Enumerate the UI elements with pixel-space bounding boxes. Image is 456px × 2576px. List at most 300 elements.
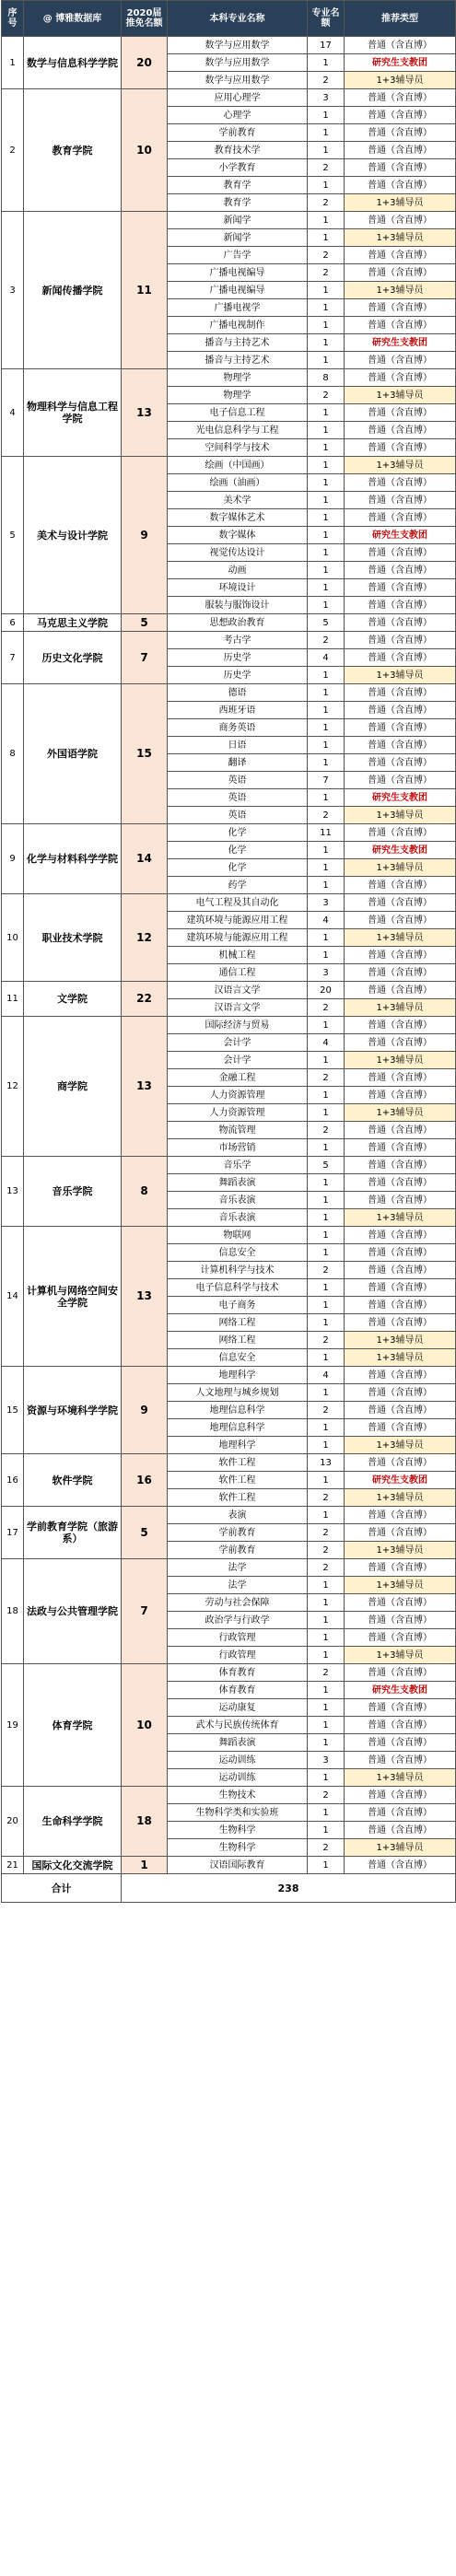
recommend-type: 普通（含直博） bbox=[345, 1752, 456, 1769]
recommend-type: 1+3辅导员 bbox=[345, 1349, 456, 1367]
major-count: 2 bbox=[308, 1542, 345, 1559]
recommend-type: 普通（含直博） bbox=[345, 877, 456, 894]
recommend-type: 普通（含直博） bbox=[345, 1454, 456, 1472]
major-name: 软件工程 bbox=[168, 1472, 308, 1489]
major-name: 新闻学 bbox=[168, 212, 308, 229]
major-count: 20 bbox=[308, 982, 345, 999]
major-count: 1 bbox=[308, 1139, 345, 1157]
major-count: 5 bbox=[308, 1157, 345, 1174]
recommend-type: 普通（含直博） bbox=[345, 632, 456, 649]
recommend-type: 普通（含直博） bbox=[345, 1069, 456, 1087]
major-count: 1 bbox=[308, 317, 345, 334]
recommend-type: 1+3辅导员 bbox=[345, 1542, 456, 1559]
recommend-type: 普通（含直博） bbox=[345, 212, 456, 229]
major-name: 舞蹈表演 bbox=[168, 1734, 308, 1752]
major-count: 1 bbox=[308, 1507, 345, 1524]
recommend-type: 普通（含直博） bbox=[345, 1664, 456, 1682]
major-count: 1 bbox=[308, 1594, 345, 1612]
major-name: 电子商务 bbox=[168, 1297, 308, 1314]
major-count: 1 bbox=[308, 1804, 345, 1822]
major-name: 学前教育 bbox=[168, 1542, 308, 1559]
college-quota: 5 bbox=[122, 614, 168, 632]
major-count: 1 bbox=[308, 597, 345, 614]
major-name: 数学与应用数学 bbox=[168, 54, 308, 72]
recommend-type: 普通（含直博） bbox=[345, 1192, 456, 1209]
major-name: 软件工程 bbox=[168, 1489, 308, 1507]
major-count: 1 bbox=[308, 702, 345, 719]
recommend-type: 1+3辅导员 bbox=[345, 807, 456, 824]
college-quota: 13 bbox=[122, 1227, 168, 1367]
major-name: 美术学 bbox=[168, 492, 308, 509]
college-index: 10 bbox=[2, 894, 24, 982]
major-count: 1 bbox=[308, 1437, 345, 1454]
major-name: 化学 bbox=[168, 824, 308, 842]
table-row bbox=[2, 1507, 456, 1524]
table-row bbox=[2, 37, 456, 54]
major-count: 1 bbox=[308, 1769, 345, 1787]
major-name: 机械工程 bbox=[168, 947, 308, 964]
major-name: 软件工程 bbox=[168, 1454, 308, 1472]
major-name: 教育学 bbox=[168, 177, 308, 194]
college-quota: 5 bbox=[122, 1507, 168, 1559]
college-quota: 10 bbox=[122, 89, 168, 212]
college-name: 商学院 bbox=[24, 1017, 122, 1157]
table-row bbox=[2, 89, 456, 107]
college-index: 16 bbox=[2, 1454, 24, 1507]
college-quota: 8 bbox=[122, 1157, 168, 1227]
major-name: 生物科学类和实验班 bbox=[168, 1804, 308, 1822]
major-count: 1 bbox=[308, 737, 345, 754]
recommend-type: 普通（含直博） bbox=[345, 1384, 456, 1402]
table-row bbox=[2, 1787, 456, 1804]
recommend-type: 普通（含直博） bbox=[345, 912, 456, 929]
major-count: 1 bbox=[308, 422, 345, 439]
major-name: 网络工程 bbox=[168, 1314, 308, 1332]
major-name: 学前教育 bbox=[168, 124, 308, 142]
major-name: 播音与主持艺术 bbox=[168, 352, 308, 369]
major-name: 汉语国际教育 bbox=[168, 1857, 308, 1874]
major-count: 1 bbox=[308, 509, 345, 527]
college-name: 职业技术学院 bbox=[24, 894, 122, 982]
recommend-type: 1+3辅导员 bbox=[345, 229, 456, 247]
college-name: 新闻传播学院 bbox=[24, 212, 122, 369]
recommend-type: 普通（含直博） bbox=[345, 124, 456, 142]
major-name: 数字媒体艺术 bbox=[168, 509, 308, 527]
major-name: 行政管理 bbox=[168, 1629, 308, 1647]
major-count: 2 bbox=[308, 1524, 345, 1542]
major-name: 体育教育 bbox=[168, 1682, 308, 1699]
major-count: 2 bbox=[308, 999, 345, 1017]
recommend-type: 1+3辅导员 bbox=[345, 1769, 456, 1787]
major-count: 1 bbox=[308, 544, 345, 562]
recommend-type: 普通（含直博） bbox=[345, 824, 456, 842]
major-name: 广告学 bbox=[168, 247, 308, 264]
college-name: 物理科学与信息工程学院 bbox=[24, 369, 122, 457]
recommend-type: 普通（含直博） bbox=[345, 684, 456, 702]
major-name: 人力资源管理 bbox=[168, 1087, 308, 1104]
header-count: 专业名额 bbox=[308, 1, 345, 37]
major-count: 1 bbox=[308, 1682, 345, 1699]
major-count: 1 bbox=[308, 1209, 345, 1227]
major-name: 汉语言文学 bbox=[168, 982, 308, 999]
table-row bbox=[2, 1157, 456, 1174]
major-count: 2 bbox=[308, 194, 345, 212]
major-name: 英语 bbox=[168, 807, 308, 824]
major-name: 播音与主持艺术 bbox=[168, 334, 308, 352]
header-major: 本科专业名称 bbox=[168, 1, 308, 37]
college-index: 20 bbox=[2, 1787, 24, 1857]
table-row bbox=[2, 982, 456, 999]
recommend-type: 普通（含直博） bbox=[345, 264, 456, 282]
college-index: 13 bbox=[2, 1157, 24, 1227]
recommend-type: 普通（含直博） bbox=[345, 614, 456, 632]
major-count: 4 bbox=[308, 649, 345, 667]
recommend-type: 普通（含直博） bbox=[345, 649, 456, 667]
college-index: 18 bbox=[2, 1559, 24, 1664]
major-name: 法学 bbox=[168, 1559, 308, 1577]
major-name: 小学教育 bbox=[168, 159, 308, 177]
recommend-type: 普通（含直博） bbox=[345, 597, 456, 614]
recommend-type: 普通（含直博） bbox=[345, 772, 456, 789]
recommend-type: 普通（含直博） bbox=[345, 492, 456, 509]
header-recommend-type: 推荐类型 bbox=[345, 1, 456, 37]
major-count: 2 bbox=[308, 1664, 345, 1682]
recommend-type: 普通（含直博） bbox=[345, 1227, 456, 1244]
recommend-type: 普通（含直博） bbox=[345, 1804, 456, 1822]
total-row bbox=[2, 1874, 456, 1903]
major-count: 1 bbox=[308, 929, 345, 947]
table-row bbox=[2, 212, 456, 229]
recommend-type: 普通（含直博） bbox=[345, 352, 456, 369]
recommend-type: 普通（含直博） bbox=[345, 1122, 456, 1139]
recommend-type: 研究生支教团 bbox=[345, 842, 456, 859]
major-count: 2 bbox=[308, 1489, 345, 1507]
college-name: 马克思主义学院 bbox=[24, 614, 122, 632]
major-count: 1 bbox=[308, 1244, 345, 1262]
major-count: 1 bbox=[308, 457, 345, 474]
major-name: 电子信息科学与技术 bbox=[168, 1279, 308, 1297]
recommend-type: 1+3辅导员 bbox=[345, 999, 456, 1017]
recommend-type: 1+3辅导员 bbox=[345, 1577, 456, 1594]
college-quota: 22 bbox=[122, 982, 168, 1017]
table-row bbox=[2, 684, 456, 702]
major-count: 1 bbox=[308, 789, 345, 807]
recommend-type: 普通（含直博） bbox=[345, 947, 456, 964]
recommend-type: 普通（含直博） bbox=[345, 37, 456, 54]
college-name: 学前教育学院（旅游系） bbox=[24, 1507, 122, 1559]
total-value: 238 bbox=[122, 1874, 456, 1903]
total-label: 合计 bbox=[2, 1874, 122, 1903]
recommend-type: 普通（含直博） bbox=[345, 509, 456, 527]
college-name: 文学院 bbox=[24, 982, 122, 1017]
major-count: 1 bbox=[308, 107, 345, 124]
recommend-type: 1+3辅导员 bbox=[345, 1052, 456, 1069]
major-count: 3 bbox=[308, 1752, 345, 1769]
recommend-type: 1+3辅导员 bbox=[345, 1332, 456, 1349]
college-index: 14 bbox=[2, 1227, 24, 1367]
major-count: 1 bbox=[308, 439, 345, 457]
major-count: 1 bbox=[308, 562, 345, 579]
major-name: 会计学 bbox=[168, 1034, 308, 1052]
major-name: 广播电视学 bbox=[168, 299, 308, 317]
major-count: 1 bbox=[308, 1349, 345, 1367]
recommend-type: 普通（含直博） bbox=[345, 1787, 456, 1804]
major-count: 1 bbox=[308, 1629, 345, 1647]
recommend-type: 1+3辅导员 bbox=[345, 1104, 456, 1122]
recommend-type: 研究生支教团 bbox=[345, 527, 456, 544]
recommend-type: 1+3辅导员 bbox=[345, 72, 456, 89]
major-name: 舞蹈表演 bbox=[168, 1174, 308, 1192]
college-quota: 18 bbox=[122, 1787, 168, 1857]
major-name: 历史学 bbox=[168, 649, 308, 667]
major-count: 1 bbox=[308, 1612, 345, 1629]
recommend-type: 1+3辅导员 bbox=[345, 667, 456, 684]
major-name: 翻译 bbox=[168, 754, 308, 772]
major-count: 1 bbox=[308, 527, 345, 544]
college-name: 数学与信息科学学院 bbox=[24, 37, 122, 89]
major-count: 1 bbox=[308, 1087, 345, 1104]
major-name: 地理科学 bbox=[168, 1437, 308, 1454]
major-name: 电子信息工程 bbox=[168, 404, 308, 422]
recommend-type: 普通（含直博） bbox=[345, 562, 456, 579]
major-count: 1 bbox=[308, 842, 345, 859]
recommend-type: 普通（含直博） bbox=[345, 1559, 456, 1577]
header-row bbox=[2, 1, 456, 37]
major-name: 生物科学 bbox=[168, 1822, 308, 1839]
major-name: 生物技术 bbox=[168, 1787, 308, 1804]
major-name: 视觉传达设计 bbox=[168, 544, 308, 562]
table-row bbox=[2, 1017, 456, 1034]
recommend-type: 普通（含直博） bbox=[345, 247, 456, 264]
major-name: 光电信息科学与工程 bbox=[168, 422, 308, 439]
major-name: 应用心理学 bbox=[168, 89, 308, 107]
table-row bbox=[2, 894, 456, 912]
major-count: 1 bbox=[308, 177, 345, 194]
major-name: 商务英语 bbox=[168, 719, 308, 737]
recommend-type: 研究生支教团 bbox=[345, 334, 456, 352]
major-count: 1 bbox=[308, 1052, 345, 1069]
college-index: 19 bbox=[2, 1664, 24, 1787]
major-count: 1 bbox=[308, 1717, 345, 1734]
major-name: 日语 bbox=[168, 737, 308, 754]
major-name: 信息安全 bbox=[168, 1244, 308, 1262]
recommend-type: 普通（含直博） bbox=[345, 1612, 456, 1629]
major-count: 1 bbox=[308, 579, 345, 597]
table-body bbox=[2, 37, 456, 1874]
major-name: 广播电视编导 bbox=[168, 264, 308, 282]
major-count: 1 bbox=[308, 474, 345, 492]
major-name: 药学 bbox=[168, 877, 308, 894]
major-name: 英语 bbox=[168, 789, 308, 807]
major-name: 计算机科学与技术 bbox=[168, 1262, 308, 1279]
major-count: 1 bbox=[308, 947, 345, 964]
major-name: 地理科学 bbox=[168, 1367, 308, 1384]
recommend-type: 1+3辅导员 bbox=[345, 929, 456, 947]
recommend-type: 普通（含直博） bbox=[345, 1507, 456, 1524]
major-name: 广播电视制作 bbox=[168, 317, 308, 334]
major-name: 数学与应用数学 bbox=[168, 37, 308, 54]
header-college: @ 博雅数据库 bbox=[24, 1, 122, 37]
college-name: 生命科学学院 bbox=[24, 1787, 122, 1857]
major-name: 生物科学 bbox=[168, 1839, 308, 1857]
college-index: 9 bbox=[2, 824, 24, 894]
major-name: 化学 bbox=[168, 842, 308, 859]
table-row bbox=[2, 824, 456, 842]
recommend-type: 研究生支教团 bbox=[345, 789, 456, 807]
major-name: 广播电视编导 bbox=[168, 282, 308, 299]
recommend-type: 普通（含直博） bbox=[345, 474, 456, 492]
major-name: 环境设计 bbox=[168, 579, 308, 597]
college-quota: 1 bbox=[122, 1857, 168, 1874]
header-index: 序号 bbox=[2, 1, 24, 37]
major-name: 人力资源管理 bbox=[168, 1104, 308, 1122]
major-name: 表演 bbox=[168, 1507, 308, 1524]
major-count: 2 bbox=[308, 1069, 345, 1087]
recommend-type: 1+3辅导员 bbox=[345, 1647, 456, 1664]
major-count: 1 bbox=[308, 124, 345, 142]
major-name: 人文地理与城乡规划 bbox=[168, 1384, 308, 1402]
major-name: 空间科学与技术 bbox=[168, 439, 308, 457]
major-count: 2 bbox=[308, 1402, 345, 1419]
college-name: 软件学院 bbox=[24, 1454, 122, 1507]
college-quota: 13 bbox=[122, 369, 168, 457]
major-count: 1 bbox=[308, 667, 345, 684]
recommend-type: 普通（含直博） bbox=[345, 1244, 456, 1262]
major-name: 化学 bbox=[168, 859, 308, 877]
table-row bbox=[2, 1559, 456, 1577]
recommend-type: 普通（含直博） bbox=[345, 702, 456, 719]
recommend-type: 普通（含直博） bbox=[345, 1822, 456, 1839]
recommend-type: 普通（含直博） bbox=[345, 737, 456, 754]
major-count: 2 bbox=[308, 1787, 345, 1804]
major-count: 1 bbox=[308, 1472, 345, 1489]
major-count: 1 bbox=[308, 1279, 345, 1297]
major-name: 英语 bbox=[168, 772, 308, 789]
college-name: 音乐学院 bbox=[24, 1157, 122, 1227]
major-name: 历史学 bbox=[168, 667, 308, 684]
recommend-type: 普通（含直博） bbox=[345, 894, 456, 912]
major-name: 运动康复 bbox=[168, 1699, 308, 1717]
major-count: 1 bbox=[308, 1734, 345, 1752]
major-name: 音乐表演 bbox=[168, 1209, 308, 1227]
major-count: 1 bbox=[308, 1227, 345, 1244]
major-name: 体育教育 bbox=[168, 1664, 308, 1682]
major-count: 1 bbox=[308, 1577, 345, 1594]
major-name: 信息安全 bbox=[168, 1349, 308, 1367]
major-count: 4 bbox=[308, 1367, 345, 1384]
recommend-type: 普通（含直博） bbox=[345, 579, 456, 597]
major-count: 1 bbox=[308, 54, 345, 72]
table-row bbox=[2, 1857, 456, 1874]
recommend-type: 1+3辅导员 bbox=[345, 282, 456, 299]
major-name: 音乐学 bbox=[168, 1157, 308, 1174]
major-name: 教育学 bbox=[168, 194, 308, 212]
recommend-type: 普通（含直博） bbox=[345, 1367, 456, 1384]
table-row bbox=[2, 457, 456, 474]
major-name: 物理学 bbox=[168, 387, 308, 404]
recommend-type: 普通（含直博） bbox=[345, 177, 456, 194]
major-name: 国际经济与贸易 bbox=[168, 1017, 308, 1034]
college-name: 计算机与网络空间安全学院 bbox=[24, 1227, 122, 1367]
major-count: 2 bbox=[308, 632, 345, 649]
major-count: 4 bbox=[308, 1034, 345, 1052]
major-name: 武术与民族传统体育 bbox=[168, 1717, 308, 1734]
major-count: 1 bbox=[308, 229, 345, 247]
recommend-type: 1+3辅导员 bbox=[345, 1489, 456, 1507]
recommend-type: 普通（含直博） bbox=[345, 982, 456, 999]
major-count: 1 bbox=[308, 1192, 345, 1209]
major-count: 2 bbox=[308, 387, 345, 404]
major-count: 13 bbox=[308, 1454, 345, 1472]
college-quota: 9 bbox=[122, 1367, 168, 1454]
recommend-type: 普通（含直博） bbox=[345, 404, 456, 422]
major-name: 政治学与行政学 bbox=[168, 1612, 308, 1629]
major-name: 汉语言文学 bbox=[168, 999, 308, 1017]
major-count: 1 bbox=[308, 684, 345, 702]
college-name: 美术与设计学院 bbox=[24, 457, 122, 614]
college-quota: 9 bbox=[122, 457, 168, 614]
college-quota: 20 bbox=[122, 37, 168, 89]
recommend-type: 普通（含直博） bbox=[345, 439, 456, 457]
recommend-type: 普通（含直博） bbox=[345, 1262, 456, 1279]
major-count: 3 bbox=[308, 894, 345, 912]
major-name: 服装与服饰设计 bbox=[168, 597, 308, 614]
recommend-type: 普通（含直博） bbox=[345, 107, 456, 124]
college-quota: 16 bbox=[122, 1454, 168, 1507]
quota-table bbox=[1, 0, 456, 1903]
major-name: 建筑环境与能源应用工程 bbox=[168, 929, 308, 947]
major-count: 1 bbox=[308, 404, 345, 422]
major-count: 1 bbox=[308, 334, 345, 352]
recommend-type: 普通（含直博） bbox=[345, 1629, 456, 1647]
recommend-type: 普通（含直博） bbox=[345, 1314, 456, 1332]
recommend-type: 普通（含直博） bbox=[345, 1717, 456, 1734]
college-name: 化学与材料科学学院 bbox=[24, 824, 122, 894]
recommend-type: 研究生支教团 bbox=[345, 54, 456, 72]
major-count: 1 bbox=[308, 1647, 345, 1664]
major-name: 地理信息科学 bbox=[168, 1419, 308, 1437]
recommend-type: 普通（含直博） bbox=[345, 89, 456, 107]
major-name: 绘画（中国画） bbox=[168, 457, 308, 474]
recommend-type: 普通（含直博） bbox=[345, 1594, 456, 1612]
college-index: 4 bbox=[2, 369, 24, 457]
major-count: 1 bbox=[308, 212, 345, 229]
major-count: 2 bbox=[308, 807, 345, 824]
major-name: 行政管理 bbox=[168, 1647, 308, 1664]
major-name: 考古学 bbox=[168, 632, 308, 649]
major-name: 数学与应用数学 bbox=[168, 72, 308, 89]
major-count: 1 bbox=[308, 1857, 345, 1874]
college-index: 7 bbox=[2, 632, 24, 684]
major-count: 2 bbox=[308, 1262, 345, 1279]
major-count: 1 bbox=[308, 719, 345, 737]
major-name: 学前教育 bbox=[168, 1524, 308, 1542]
college-name: 教育学院 bbox=[24, 89, 122, 212]
recommend-type: 普通（含直博） bbox=[345, 299, 456, 317]
major-name: 会计学 bbox=[168, 1052, 308, 1069]
college-index: 11 bbox=[2, 982, 24, 1017]
recommend-type: 普通（含直博） bbox=[345, 1734, 456, 1752]
major-name: 市场营销 bbox=[168, 1139, 308, 1157]
college-index: 2 bbox=[2, 89, 24, 212]
college-quota: 11 bbox=[122, 212, 168, 369]
college-quota: 12 bbox=[122, 894, 168, 982]
college-name: 法政与公共管理学院 bbox=[24, 1559, 122, 1664]
major-count: 2 bbox=[308, 264, 345, 282]
recommend-type: 普通（含直博） bbox=[345, 1157, 456, 1174]
college-name: 历史文化学院 bbox=[24, 632, 122, 684]
table-row bbox=[2, 1227, 456, 1244]
